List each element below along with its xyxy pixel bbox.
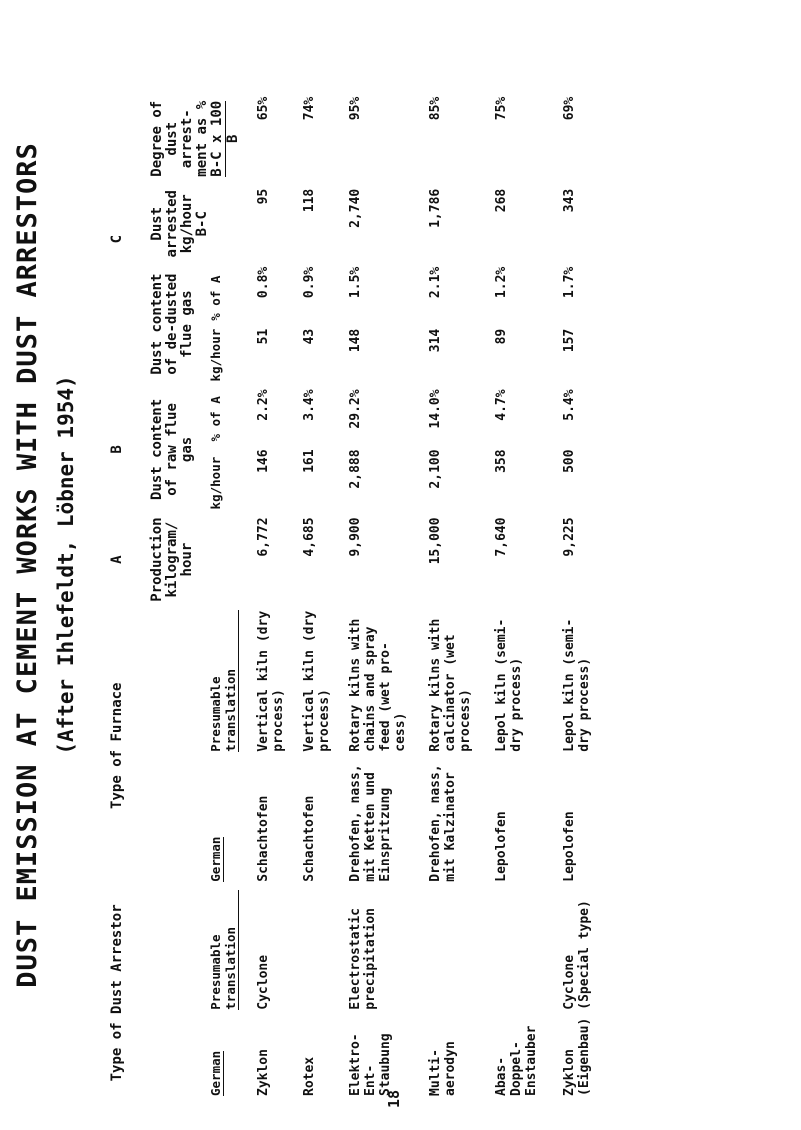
cell-dedusted-kg: 89: [494, 328, 509, 345]
cell-raw-pct: 29.2%: [348, 389, 363, 429]
header-production: Production kilogram/ hour: [149, 517, 195, 602]
cell-furnace-german: Schachtofen: [256, 795, 271, 882]
cell-arrestor-german: Elektro- Ent- Staubung: [348, 1033, 393, 1096]
cell-raw-kg: 500: [562, 449, 577, 473]
cell-furnace-german: Drehofen, nass, mit Ketten und Einspritzung: [348, 764, 393, 882]
cell-arrestor-translation: [428, 886, 494, 1014]
cell-production: 9,225: [562, 517, 577, 557]
cell-dedusted-pct: 1.7%: [562, 266, 577, 299]
header-degree-label: Degree of dust arrest- ment as %: [149, 100, 210, 177]
table-row: [428, 93, 494, 1100]
cell-arrested: 268: [494, 188, 509, 213]
cell-furnace-translation: Lepol kiln (semi-dry process): [562, 618, 592, 752]
cell-raw-kg: 2,888: [348, 449, 363, 489]
header-arrestor: Type of Dust Arrestor: [109, 904, 125, 1082]
cell-furnace-german: Drehofen, nass, mit Kalzinator: [428, 764, 458, 882]
cell-dedusted-pct: 2.1%: [428, 266, 443, 299]
table-row: [302, 93, 348, 1100]
page-subtitle: (After Ihlefeldt, Löbner 1954): [54, 375, 78, 755]
cell-furnace-translation: Vertical kiln (dry process): [256, 610, 286, 752]
cell-degree: 95%: [348, 96, 363, 121]
cell-dedusted-kg: 314: [428, 328, 443, 353]
cell-production: 4,685: [302, 517, 317, 557]
header-dedusted-pct: % of A: [208, 275, 223, 321]
header-letter-a: A: [109, 555, 125, 564]
cell-arrestor-german: Abas- Doppel- Enstauber: [494, 1025, 539, 1096]
header-raw-dust: Dust content of raw flue gas: [149, 398, 195, 501]
cell-arrestor-translation: [302, 886, 348, 1014]
cell-furnace-translation: Rotary kilns with chains and spray feed (wet pro- cess): [348, 618, 408, 752]
header-degree: [148, 93, 256, 185]
cell-raw-kg: 146: [256, 449, 271, 473]
header-furnace-translation: Presumable translation: [208, 606, 256, 756]
cell-raw-pct: 14.0%: [428, 389, 443, 429]
cell-production: 15,000: [428, 517, 443, 565]
header-arrested: Dust arrested kg/hour B-C: [149, 190, 210, 258]
cell-arrested: 1,786: [428, 188, 443, 228]
header-raw-kg: kg/hour: [208, 456, 223, 510]
cell-raw-pct: 2.2%: [256, 389, 271, 421]
cell-arrestor-german: Multi- aerodyn: [428, 1041, 458, 1096]
cell-arrestor-translation: [494, 886, 562, 1014]
cell-raw-pct: 3.4%: [302, 389, 317, 421]
header-raw-pct: % of A: [208, 396, 223, 442]
header-furnace-german: German: [208, 836, 223, 882]
cell-furnace-translation: Rotary kilns with calcinator (wet process): [428, 618, 473, 752]
cell-production: 9,900: [348, 517, 363, 557]
cell-dedusted-kg: 148: [348, 328, 363, 353]
cell-arrestor-translation: Cyclone: [256, 954, 271, 1010]
cell-dedusted-pct: 0.8%: [256, 266, 271, 299]
cell-production: 7,640: [494, 517, 509, 557]
header-formula-numerator: B-C x 100: [209, 100, 225, 177]
header-dedusted-kg: kg/hour: [208, 328, 223, 382]
cell-arrestor-translation: Cyclone (Special type): [562, 900, 592, 1010]
cell-raw-kg: 358: [494, 449, 509, 473]
cell-raw-pct: 5.4%: [562, 389, 577, 421]
header-arrestor-translation: Presumable translation: [208, 886, 256, 1014]
cell-degree: 69%: [562, 96, 577, 121]
cell-furnace-german: Lepolofen: [494, 811, 509, 882]
cell-dedusted-kg: 157: [562, 328, 577, 353]
table-row: [562, 93, 622, 1100]
header-dedusted: Dust content of de-dusted flue gas: [149, 273, 195, 375]
cell-arrestor-translation: Electrostatic precipitation: [348, 907, 378, 1010]
cell-degree: 75%: [494, 96, 509, 121]
dust-emission-table: [108, 93, 622, 1100]
cell-dedusted-kg: 43: [302, 328, 317, 345]
page-number: 18: [385, 1089, 403, 1108]
table-row: [494, 93, 562, 1100]
cell-arrested: 2,740: [348, 188, 363, 228]
cell-degree: 74%: [302, 96, 317, 121]
cell-raw-pct: 4.7%: [494, 389, 509, 421]
table-row: [256, 93, 302, 1100]
header-formula-denominator: B: [225, 134, 241, 143]
table-row: [348, 93, 428, 1100]
cell-furnace-translation: Lepol kiln (semi-dry process): [494, 618, 524, 752]
page-title: DUST EMISSION AT CEMENT WORKS WITH DUST ARRESTORS: [12, 142, 43, 988]
cell-arrested: 118: [302, 188, 317, 213]
cell-furnace-german: Lepolofen: [562, 811, 577, 882]
cell-furnace-german: Schachtofen: [302, 795, 317, 882]
cell-arrested: 343: [562, 188, 577, 213]
cell-arrested: 95: [256, 188, 271, 205]
cell-arrestor-german: Zyklon (Eigenbau): [562, 1017, 592, 1096]
cell-dedusted-pct: 1.2%: [494, 266, 509, 299]
header-arrestor-german: German: [208, 1050, 223, 1096]
cell-furnace-translation: Vertical kiln (dry process): [302, 610, 332, 752]
header-letter-b: B: [109, 445, 125, 454]
header-letter-c: C: [109, 234, 125, 244]
cell-raw-kg: 2,100: [428, 449, 443, 489]
cell-arrestor-german: Rotex: [302, 1056, 317, 1096]
cell-dedusted-pct: 1.5%: [348, 266, 363, 299]
cell-raw-kg: 161: [302, 449, 317, 473]
header-furnace: Type of Furnace: [109, 682, 125, 809]
cell-dedusted-kg: 51: [256, 328, 271, 345]
cell-degree: 85%: [428, 96, 443, 121]
cell-production: 6,772: [256, 517, 271, 557]
cell-arrestor-german: Zyklon: [256, 1049, 271, 1096]
cell-degree: 65%: [256, 96, 271, 121]
cell-dedusted-pct: 0.9%: [302, 266, 317, 299]
